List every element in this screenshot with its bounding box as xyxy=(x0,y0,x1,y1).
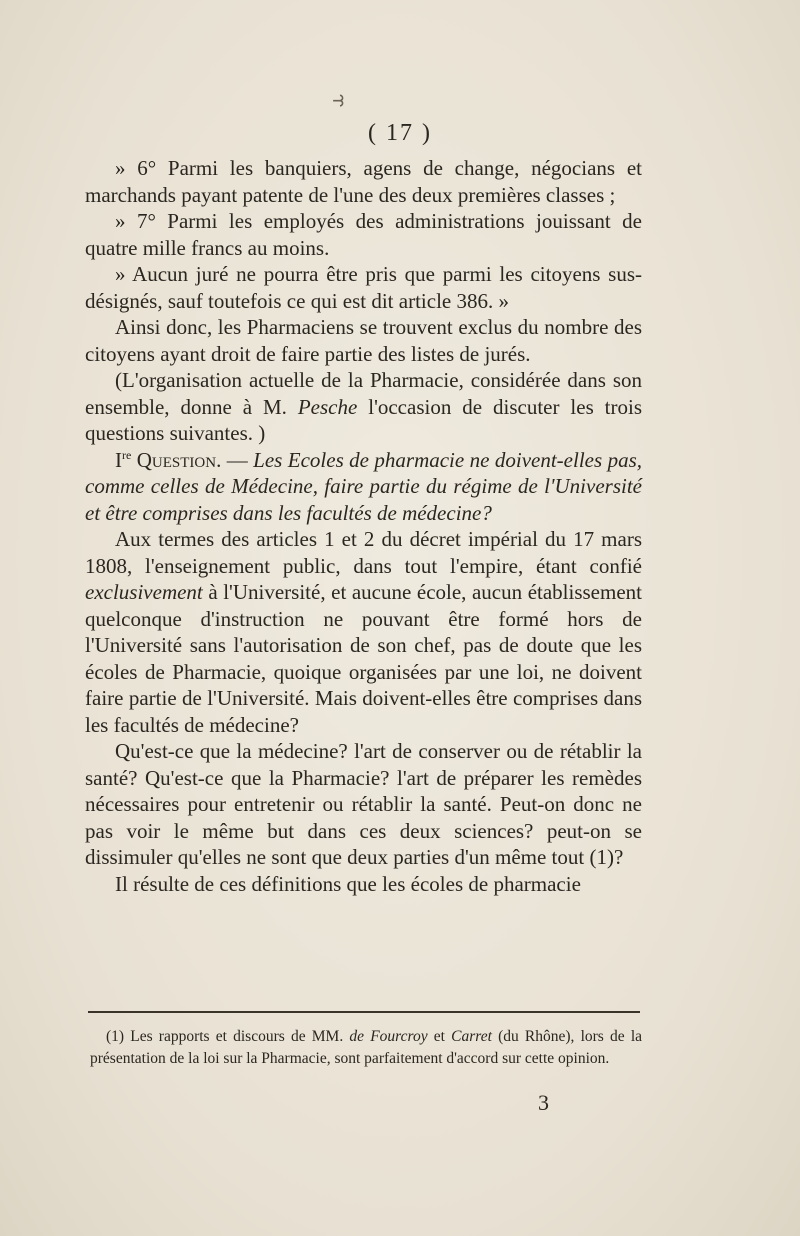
paragraph-resulte: Il résulte de ces définitions que les écoles de pharmacie xyxy=(115,871,581,896)
paragraph-jure: » Aucun juré ne pourra être pris que parmi les citoyens sus-désignés, sauf toutefois ce qui est dit article 386. » xyxy=(85,262,642,313)
name-pesche: Pesche xyxy=(297,394,358,419)
paragraph-termes: Aux termes des articles 1 et 2 du décret impérial du 17 mars 1808, l'enseignement public, dans tout l'empire, étant confié exclusivement à l'Université, et aucune école, aucun établissement quelconque d'instruction ne pouvant être formé hors de l'Université sans l'autorisation de son chef, pas de doute que les écoles de Pharmacie, quoique organisées par une loi, ne doivent faire partie de l'Université. Mais doivent-elles être comprises dans les facultés de médecine? xyxy=(85,527,642,737)
question-text: Les Ecoles de pharmacie ne doivent-elles pas, comme celles de Médecine, faire partie du régime de l'Université et être comprises dans les facultés de médecine? xyxy=(85,447,642,525)
header-mark: ⥽ xyxy=(330,90,347,112)
question-label: Question xyxy=(136,447,217,472)
question-1: Ire Question. — Les Ecoles de pharmacie ne doivent-elles pas, comme celles de Médecine, faire partie du régime de l'Université et être comprises dans les facultés de médecine? xyxy=(85,447,642,525)
body-text xyxy=(85,155,642,897)
paragraph-organisation: (L'organisation actuelle de la Pharmacie, considérée dans son ensemble, donne à M. Pesche l'occasion de discuter les trois questions suivantes. ) xyxy=(85,368,643,445)
paragraph-ainsi: Ainsi donc, les Pharmaciens se trouvent exclus du nombre des citoyens ayant droit de faire partie des listes de jurés. xyxy=(85,315,642,366)
paragraph-medecine: Qu'est-ce que la médecine? l'art de conserver ou de rétablir la santé? Qu'est-ce que la Pharmacie? l'art de préparer les remèdes nécessaires pour entretenir ou rétablir la santé. Peut-on donc ne pas voir le même but dans ces deux sciences? peut-on se dissimuler qu'elles ne sont que deux parties d'un même tout (1)? xyxy=(85,739,642,869)
footnote-name-carret: Carret xyxy=(451,1028,492,1045)
emphasis-exclusivement: exclusivement xyxy=(85,580,203,604)
footnote-rule xyxy=(88,1011,640,1013)
footnote: (1) Les rapports et discours de MM. de Fourcroy et Carret (du Rhône), lors de la présentation de la loi sur la Pharmacie, sont parfaitement d'accord sur cette opinion. xyxy=(90,1028,643,1067)
page-number: ( 17 ) xyxy=(368,120,432,146)
paragraph-6: » 6° Parmi les banquiers, agens de change, négocians et marchands payant patente de l'une des deux premières classes ; xyxy=(85,156,642,207)
paragraph-7: » 7° Parmi les employés des administrations jouissant de quatre mille francs au moins. xyxy=(85,209,642,260)
footnote-name-fourcroy: de Fourcroy xyxy=(349,1028,428,1045)
signature-mark: 3 xyxy=(538,1090,549,1115)
